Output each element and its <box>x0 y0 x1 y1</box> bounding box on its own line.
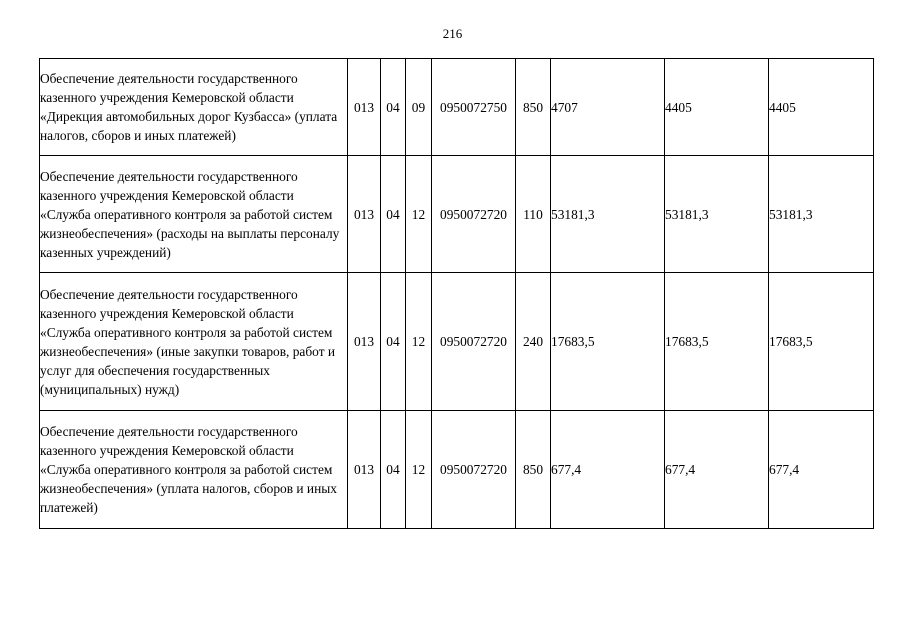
subsection-code: 12 <box>406 156 432 273</box>
amount-year-2: 17683,5 <box>665 273 769 411</box>
expense-type-code: 850 <box>516 59 551 156</box>
target-article-code: 0950072750 <box>432 59 516 156</box>
row-description: Обеспечение деятельности государственного казенного учреждения Кемеровской области «Служба оперативного контроля за работой систем жизнеобеспечения» (расходы на выплаты персоналу казенных учреждений) <box>40 156 348 273</box>
amount-year-1: 53181,3 <box>551 156 665 273</box>
row-description: Обеспечение деятельности государственного казенного учреждения Кемеровской области «Служба оперативного контроля за работой систем жизнеобеспечения» (уплата налогов, сборов и иных платежей) <box>40 411 348 529</box>
amount-year-2: 677,4 <box>665 411 769 529</box>
subsection-code: 12 <box>406 273 432 411</box>
target-article-code: 0950072720 <box>432 156 516 273</box>
amount-year-1: 677,4 <box>551 411 665 529</box>
row-description: Обеспечение деятельности государственного казенного учреждения Кемеровской области «Дирекция автомобильных дорог Кузбасса» (уплата налогов, сборов и иных платежей) <box>40 59 348 156</box>
amount-year-3: 677,4 <box>769 411 874 529</box>
expense-type-code: 110 <box>516 156 551 273</box>
ministry-code: 013 <box>348 273 381 411</box>
ministry-code: 013 <box>348 59 381 156</box>
amount-year-2: 4405 <box>665 59 769 156</box>
amount-year-3: 17683,5 <box>769 273 874 411</box>
ministry-code: 013 <box>348 156 381 273</box>
section-code: 04 <box>381 59 406 156</box>
target-article-code: 0950072720 <box>432 273 516 411</box>
table-row <box>40 411 874 529</box>
expense-type-code: 850 <box>516 411 551 529</box>
budget-table <box>39 58 874 529</box>
subsection-code: 09 <box>406 59 432 156</box>
table-row <box>40 273 874 411</box>
amount-year-3: 53181,3 <box>769 156 874 273</box>
expense-type-code: 240 <box>516 273 551 411</box>
amount-year-1: 4707 <box>551 59 665 156</box>
amount-year-3: 4405 <box>769 59 874 156</box>
amount-year-1: 17683,5 <box>551 273 665 411</box>
subsection-code: 12 <box>406 411 432 529</box>
table-row <box>40 156 874 273</box>
table-row <box>40 59 874 156</box>
amount-year-2: 53181,3 <box>665 156 769 273</box>
target-article-code: 0950072720 <box>432 411 516 529</box>
page-number: 216 <box>442 26 463 41</box>
ministry-code: 013 <box>348 411 381 529</box>
section-code: 04 <box>381 273 406 411</box>
row-description: Обеспечение деятельности государственного казенного учреждения Кемеровской области «Служба оперативного контроля за работой систем жизнеобеспечения» (иные закупки товаров, работ и услуг для обеспечения государственных (муниципальных) нужд) <box>40 273 348 411</box>
section-code: 04 <box>381 411 406 529</box>
section-code: 04 <box>381 156 406 273</box>
